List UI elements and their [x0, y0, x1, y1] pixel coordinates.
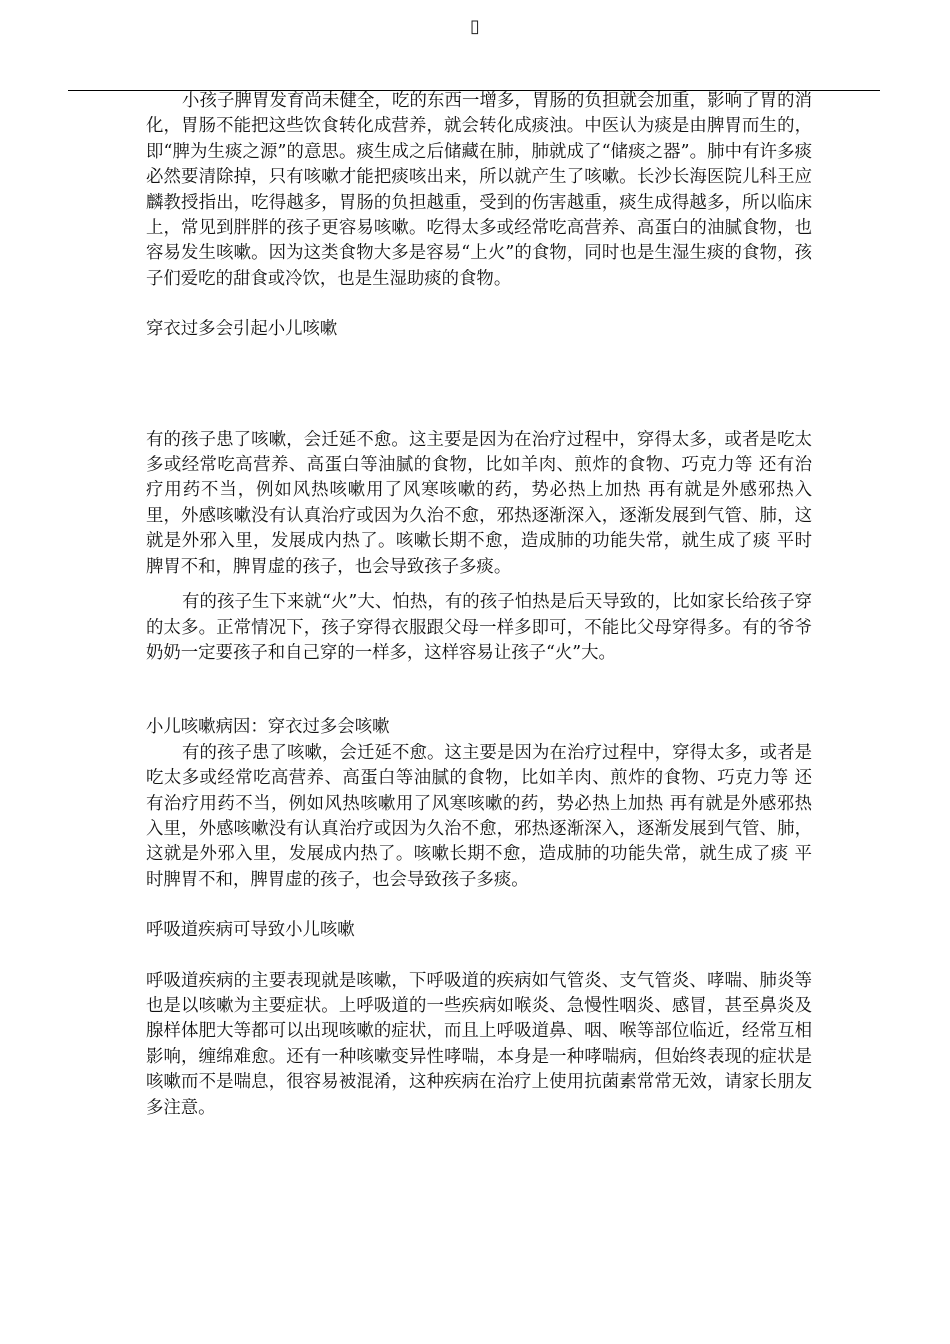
paragraph-lingering-cough-repeat: 有的孩子患了咳嗽，会迁延不愈。这主要是因为在治疗过程中，穿得太多，或者是吃太多或经常吃高营养、高蛋白等油腻的食物，比如羊肉、煎炸的食物、巧克力等 还有治疗用药不当，例如风热咳嗽用了风寒咳嗽的药，势必热上加热 再有就是外感邪热入里，外感咳嗽没有认真治疗或因为久治不愈，邪热逐渐深入，逐渐发展到气管、肺，这就是外邪入里，发展成内热了。咳嗽长期不愈，造成肺的功能失常，就生成了痰 平时脾胃不和，脾胃虚的孩子，也会导致孩子多痰。	[146, 742, 812, 890]
heading-cough-cause: 小儿咳嗽病因：穿衣过多会咳嗽	[146, 717, 390, 738]
header-mark: ▯	[470, 16, 480, 37]
heading-respiratory: 呼吸道疾病可导致小儿咳嗽	[146, 920, 355, 941]
heading-clothing: 穿衣过多会引起小儿咳嗽	[146, 319, 338, 340]
paragraph-respiratory-disease: 呼吸道疾病的主要表现就是咳嗽，下呼吸道的疾病如气管炎、支气管炎、哮喘、肺炎等也是以咳嗽为主要症状。上呼吸道的一些疾病如喉炎、急慢性咽炎、感冒，甚至鼻炎及腺样体肥大等都可以出现咳嗽的症状，而且上呼吸道鼻、咽、喉等部位临近，经常互相影响，缠绵难愈。还有一种咳嗽变异性哮喘，本身是一种哮喘病，但始终表现的症状是咳嗽而不是喘息，很容易被混淆，这种疾病在治疗上使用抗菌素常常无效，请家长朋友多注意。	[146, 970, 812, 1118]
paragraph-lingering-cough: 有的孩子患了咳嗽，会迁延不愈。这主要是因为在治疗过程中，穿得太多，或者是吃太多或经常吃高营养、高蛋白等油腻的食物，比如羊肉、煎炸的食物、巧克力等 还有治疗用药不当，例如风热咳嗽用了风寒咳嗽的药，势必热上加热 再有就是外感邪热入里，外感咳嗽没有认真治疗或因为久治不愈，邪热逐渐深入，逐渐发展到气管、肺，这就是外邪入里，发展成内热了。咳嗽长期不愈，造成肺的功能失常，就生成了痰 平时脾胃不和，脾胃虚的孩子，也会导致孩子多痰。	[146, 429, 812, 577]
paragraph-overheating: 有的孩子生下来就“火”大、怕热，有的孩子怕热是后天导致的，比如家长给孩子穿的太多。正常情况下，孩子穿得衣服跟父母一样多即可，不能比父母穿得多。有的爷爷奶奶一定要孩子和自己穿的一样多，这样容易让孩子“火”大。	[146, 592, 812, 663]
article-body	[146, 89, 812, 1121]
paragraph-diet: 小孩子脾胃发育尚未健全，吃的东西一增多，胃肠的负担就会加重，影响了胃的消化，胃肠不能把这些饮食转化成营养，就会转化成痰浊。中医认为痰是由脾胃而生的，即“脾为生痰之源”的意思。痰生成之后储藏在肺，肺就成了“储痰之器”。肺中有许多痰必然要清除掉，只有咳嗽才能把痰咳出来，所以就产生了咳嗽。长沙长海医院儿科王应麟教授指出，吃得越多，胃肠的负担越重，受到的伤害越重，痰生成得越多，所以临床上，常见到胖胖的孩子更容易咳嗽。吃得太多或经常吃高营养、高蛋白的油腻食物，也容易发生咳嗽。因为这类食物大多是容易“上火”的食物，同时也是生湿生痰的食物，孩子们爱吃的甜食或冷饮，也是生湿助痰的食物。	[146, 91, 812, 289]
